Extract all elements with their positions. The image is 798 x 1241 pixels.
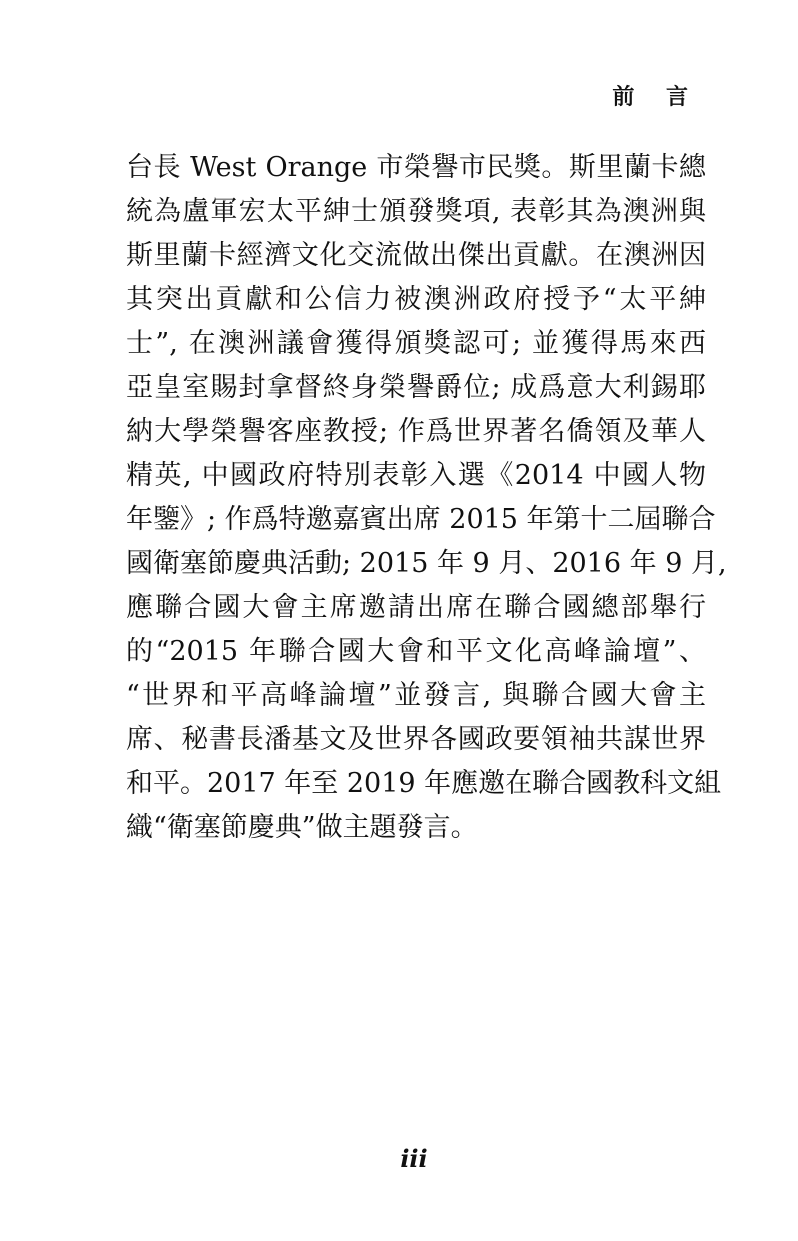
text-line: 應聯合國大會主席邀請出席在聯合國總部舉行 [126,592,706,623]
text-line: “世界和平高峰論壇”並發言, 與聯合國大會主 [126,680,706,711]
running-header: 前 言 [612,84,700,110]
text-line: 斯里蘭卡經濟文化交流做出傑出貢獻。在澳洲因 [126,240,706,271]
text-line: 和平。2017 年至 2019 年應邀在聯合國教科文組 [126,768,722,799]
body-text [126,146,727,850]
text-line: 亞皇室賜封拿督終身榮譽爵位; 成爲意大利錫耶 [126,372,706,403]
text-line: 台長 West Orange 市榮譽市民獎。斯里蘭卡總 [126,152,706,183]
text-line: 其突出貢獻和公信力被澳洲政府授予“太平紳 [126,284,706,315]
page-number: iii [400,1144,428,1173]
text-line: 精英, 中國政府特別表彰入選《2014 中國人物 [126,460,706,491]
text-line: 席、秘書長潘基文及世界各國政要領袖共謀世界 [126,724,706,755]
text-line: 年鑒》; 作爲特邀嘉賓出席 2015 年第十二屆聯合 [126,504,716,535]
text-line: 士”, 在澳洲議會獲得頒獎認可; 並獲得馬來西 [126,328,706,359]
text-line: 國衛塞節慶典活動; 2015 年 9 月、2016 年 9 月, [126,548,727,579]
text-line: 統為盧軍宏太平紳士頒發獎項, 表彰其為澳洲與 [126,196,706,227]
text-line: 納大學榮譽客座教授; 作爲世界著名僑領及華人 [126,416,706,447]
text-line: 織“衛塞節慶典”做主題發言。 [126,812,478,843]
text-line: 的“2015 年聯合國大會和平文化高峰論壇”、 [126,636,706,667]
